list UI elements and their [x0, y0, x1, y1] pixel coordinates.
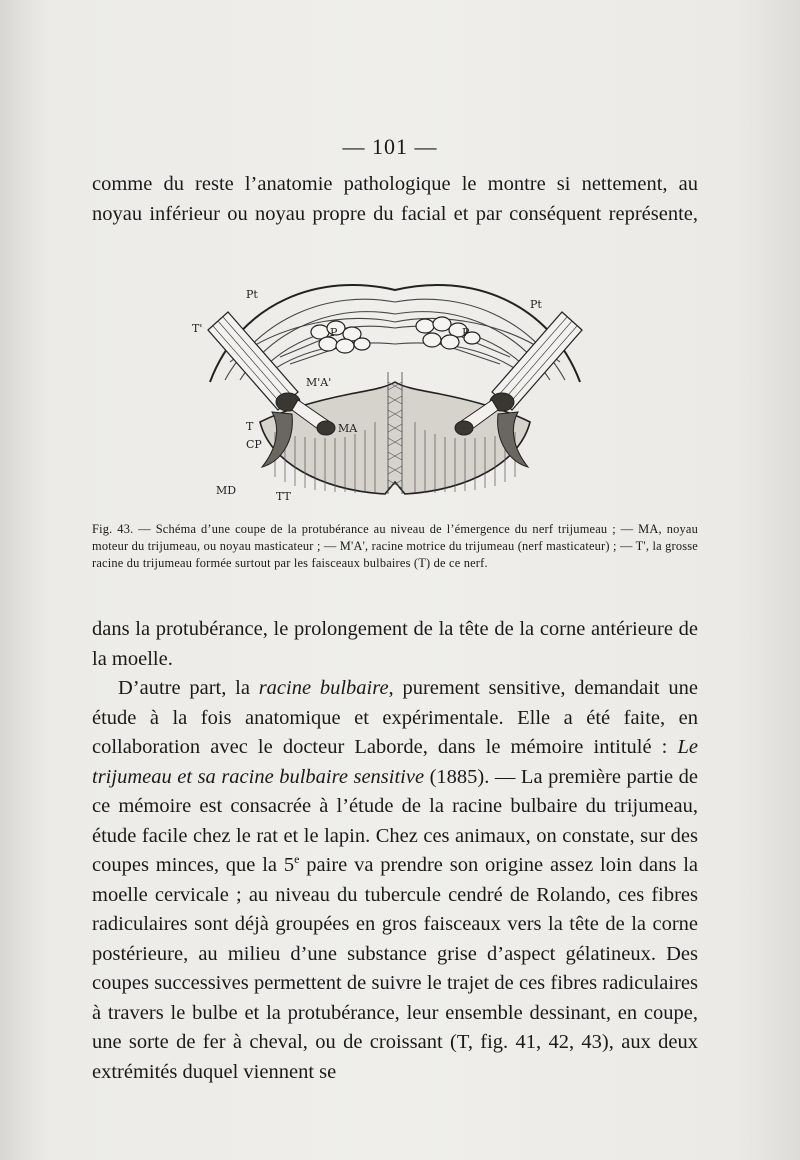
- text-bottom: [92, 615, 698, 1087]
- text-run: D’autre part, la: [118, 677, 259, 699]
- text-line: noyau inférieur ou noyau propre du facial et par conséquent représente,: [92, 202, 698, 225]
- label-p-right: P: [462, 326, 470, 339]
- label-md: MD: [216, 484, 237, 497]
- text-line: comme du reste l’anatomie pathologique le montre si nettement, au: [92, 173, 698, 195]
- label-pt-right: Pt: [530, 298, 542, 311]
- label-ma: MA: [338, 422, 358, 435]
- label-p-left: P: [330, 326, 338, 339]
- label-t-prime: T': [192, 322, 203, 335]
- superscript: e: [294, 852, 300, 867]
- paragraph: [92, 674, 698, 1087]
- label-ma-prime: M'A': [306, 376, 332, 389]
- text-run: , purement sensitive, demandait une étude à la fois anatomique et expérimentale. Elle a été faite, en collaboration avec le docteur Laborde, dans le mémoire intitulé :: [92, 677, 698, 758]
- text-run: (1885). — La première partie de ce mémoire est consacrée à l’étude de la racine bulbaire du trijumeau, étude facile chez le rat et le lapin. Chez ces animaux, on constate, sur des coupes minces, que la 5: [92, 765, 698, 876]
- figure-43-illustration: [180, 262, 610, 512]
- text-top: [92, 170, 698, 229]
- label-pt-left: Pt: [246, 288, 258, 301]
- label-tt: TT: [276, 490, 291, 503]
- label-t: T: [246, 420, 254, 433]
- label-cp: CP: [246, 438, 262, 451]
- paragraph: dans la protubérance, le prolongement de la tête de la corne antérieure de la moelle.: [92, 618, 698, 670]
- text-run: paire va prendre son origine assez loin dans la moelle cervicale ; au niveau du tubercule cendré de Rolando, ces fibres radiculaires sont déjà groupées en gros faisceaux vers la tête de la corne postérieure, au milieu d’une substance grise d’aspect gélatineux. Des coupes successives permettent de suivre le trajet de ces fibres radiculaires à travers le bulbe et la protubérance, leur ensemble dessinant, en coupe, une sorte de fer à cheval, ou de croissant (T, fig. 41, 42, 43), aux deux extrémités duquel viennent se: [92, 854, 698, 1083]
- italic-run: racine bulbaire: [258, 677, 389, 699]
- figure-caption: Fig. 43. — Schéma d’une coupe de la protubérance au niveau de l’émergence du nerf trijumeau ; — MA, noyau moteur du trijumeau, ou noyau masticateur ; — M'A', racine motrice du trijumeau (nerf masticateur) ; — T', la grosse racine du trijumeau formée surtout par les faisceaux bulbaires (T) de ce nerf.: [92, 522, 698, 570]
- book-title: Le trijumeau et sa racine bulbaire sensitive: [92, 736, 698, 788]
- page-number: — 101 —: [342, 134, 438, 159]
